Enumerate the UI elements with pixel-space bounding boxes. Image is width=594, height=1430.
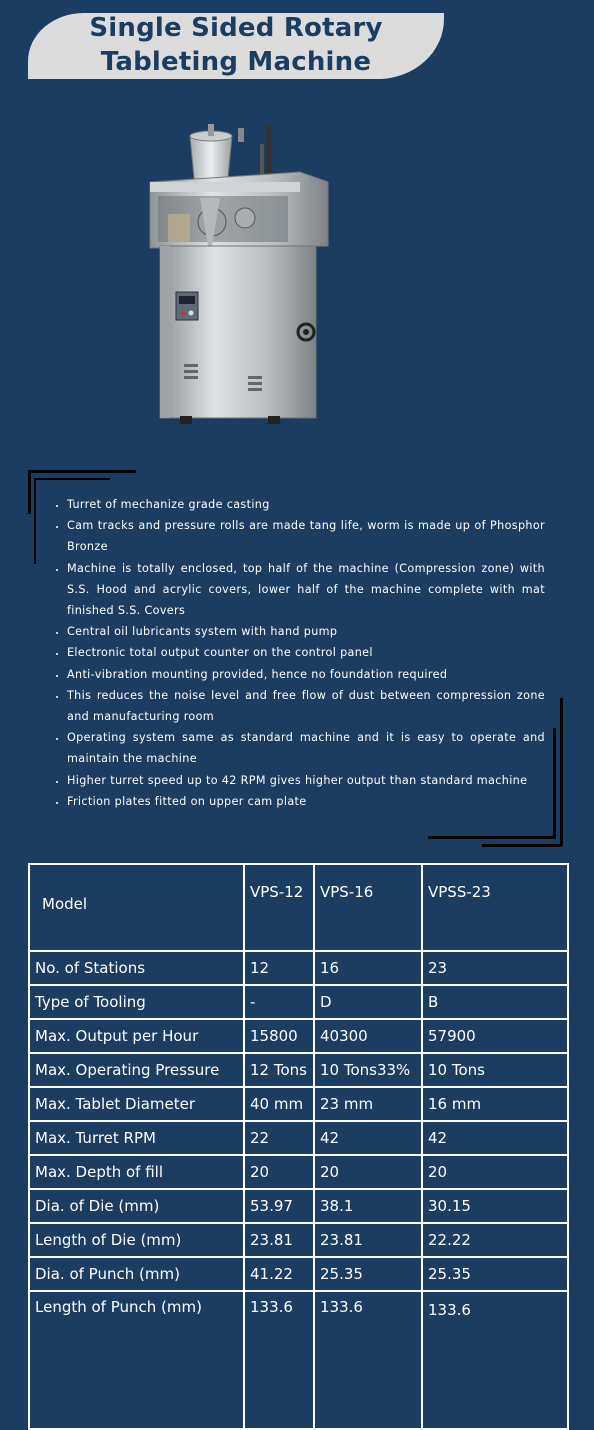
table-cell: 30.15 [422, 1189, 568, 1223]
table-cell: 20 [244, 1155, 314, 1189]
table-cell: 133.6 [422, 1291, 568, 1429]
table-cell: Max. Operating Pressure [29, 1053, 244, 1087]
table-cell: 42 [422, 1121, 568, 1155]
feature-item: • Central oil lubricants system with hand pump [67, 621, 545, 642]
feature-item: • Friction plates fitted on upper cam plate [67, 791, 545, 812]
header-cell: VPSS-23 [422, 864, 568, 951]
table-cell: 40300 [314, 1019, 422, 1053]
table-cell: 22.22 [422, 1223, 568, 1257]
title-line-1: Single Sided Rotary [89, 13, 383, 43]
table-cell: 53.97 [244, 1189, 314, 1223]
table-cell: 40 mm [244, 1087, 314, 1121]
header-cell: VPS-16 [314, 864, 422, 951]
table-cell: Dia. of Punch (mm) [29, 1257, 244, 1291]
table-row [29, 1223, 568, 1257]
table-cell: 42 [314, 1121, 422, 1155]
feature-item: • Turret of mechanize grade casting [67, 494, 545, 515]
table-cell: 23.81 [314, 1223, 422, 1257]
spec-table [28, 863, 569, 1430]
table-cell: - [244, 985, 314, 1019]
table-cell: Max. Depth of fill [29, 1155, 244, 1189]
tableting-machine-image [140, 118, 340, 438]
table-cell: 20 [422, 1155, 568, 1189]
feature-item: • Higher turret speed up to 42 RPM gives higher output than standard machine [67, 770, 545, 791]
decorative-bracket-top-left [28, 470, 136, 473]
table-cell: 16 [314, 951, 422, 985]
table-cell: 23 mm [314, 1087, 422, 1121]
table-cell: Max. Output per Hour [29, 1019, 244, 1053]
decorative-bracket-top-left-2 [34, 478, 110, 480]
table-row [29, 1155, 568, 1189]
table-cell: Length of Punch (mm) [29, 1291, 244, 1429]
decorative-bracket-top-left-v2 [34, 478, 36, 564]
table-cell: 23 [422, 951, 568, 985]
decorative-bracket-bottom-right-v [553, 728, 556, 838]
decorative-bracket-bottom-right [428, 836, 556, 839]
feature-item: • Machine is totally enclosed, top half of the machine (Compression zone) with S.S. Hood and acrylic covers, lower half of the machine complete with mat finished S.S. Covers [67, 558, 545, 622]
header-cell: VPS-12 [244, 864, 314, 951]
table-cell: 38.1 [314, 1189, 422, 1223]
table-row [29, 1019, 568, 1053]
decorative-bracket-bottom-right-2 [482, 844, 562, 847]
table-row [29, 1053, 568, 1087]
table-row [29, 985, 568, 1019]
table-row [29, 1087, 568, 1121]
table-cell: 10 Tons33% [314, 1053, 422, 1087]
table-cell: 22 [244, 1121, 314, 1155]
table-cell: 12 Tons [244, 1053, 314, 1087]
feature-item: • Operating system same as standard machine and it is easy to operate and maintain the machine [67, 727, 545, 769]
table-cell: 25.35 [314, 1257, 422, 1291]
table-cell: D [314, 985, 422, 1019]
table-cell: 16 mm [422, 1087, 568, 1121]
table-cell: Dia. of Die (mm) [29, 1189, 244, 1223]
feature-item: • Anti-vibration mounting provided, hence no foundation required [67, 664, 545, 685]
table-cell: 133.6 [314, 1291, 422, 1429]
table-cell: 57900 [422, 1019, 568, 1053]
table-cell: B [422, 985, 568, 1019]
decorative-bracket-top-left-v [28, 470, 31, 514]
table-cell: 133.6 [244, 1291, 314, 1429]
table-row [29, 1257, 568, 1291]
table-cell: Max. Turret RPM [29, 1121, 244, 1155]
table-header-row [29, 864, 568, 951]
features-list [48, 494, 545, 812]
title-line-2: Tableting Machine [100, 47, 372, 77]
table-cell: Length of Die (mm) [29, 1223, 244, 1257]
page-title [28, 11, 444, 79]
table-cell: No. of Stations [29, 951, 244, 985]
table-cell: 20 [314, 1155, 422, 1189]
table-cell: Type of Tooling [29, 985, 244, 1019]
decorative-bracket-bottom-right-v2 [560, 698, 563, 846]
table-cell: Max. Tablet Diameter [29, 1087, 244, 1121]
table-cell: 10 Tons [422, 1053, 568, 1087]
table-cell: 15800 [244, 1019, 314, 1053]
table-row [29, 1189, 568, 1223]
table-cell: 25.35 [422, 1257, 568, 1291]
table-row [29, 1291, 568, 1429]
header-cell: Model [29, 864, 244, 951]
table-row [29, 1121, 568, 1155]
feature-item: • This reduces the noise level and free flow of dust between compression zone and manufacturing room [67, 685, 545, 727]
feature-item: • Electronic total output counter on the control panel [67, 642, 545, 663]
table-cell: 41.22 [244, 1257, 314, 1291]
table-cell: 23.81 [244, 1223, 314, 1257]
feature-item: • Cam tracks and pressure rolls are made tang life, worm is made up of Phosphor Bronze [67, 515, 545, 557]
table-cell: 12 [244, 951, 314, 985]
table-row [29, 951, 568, 985]
